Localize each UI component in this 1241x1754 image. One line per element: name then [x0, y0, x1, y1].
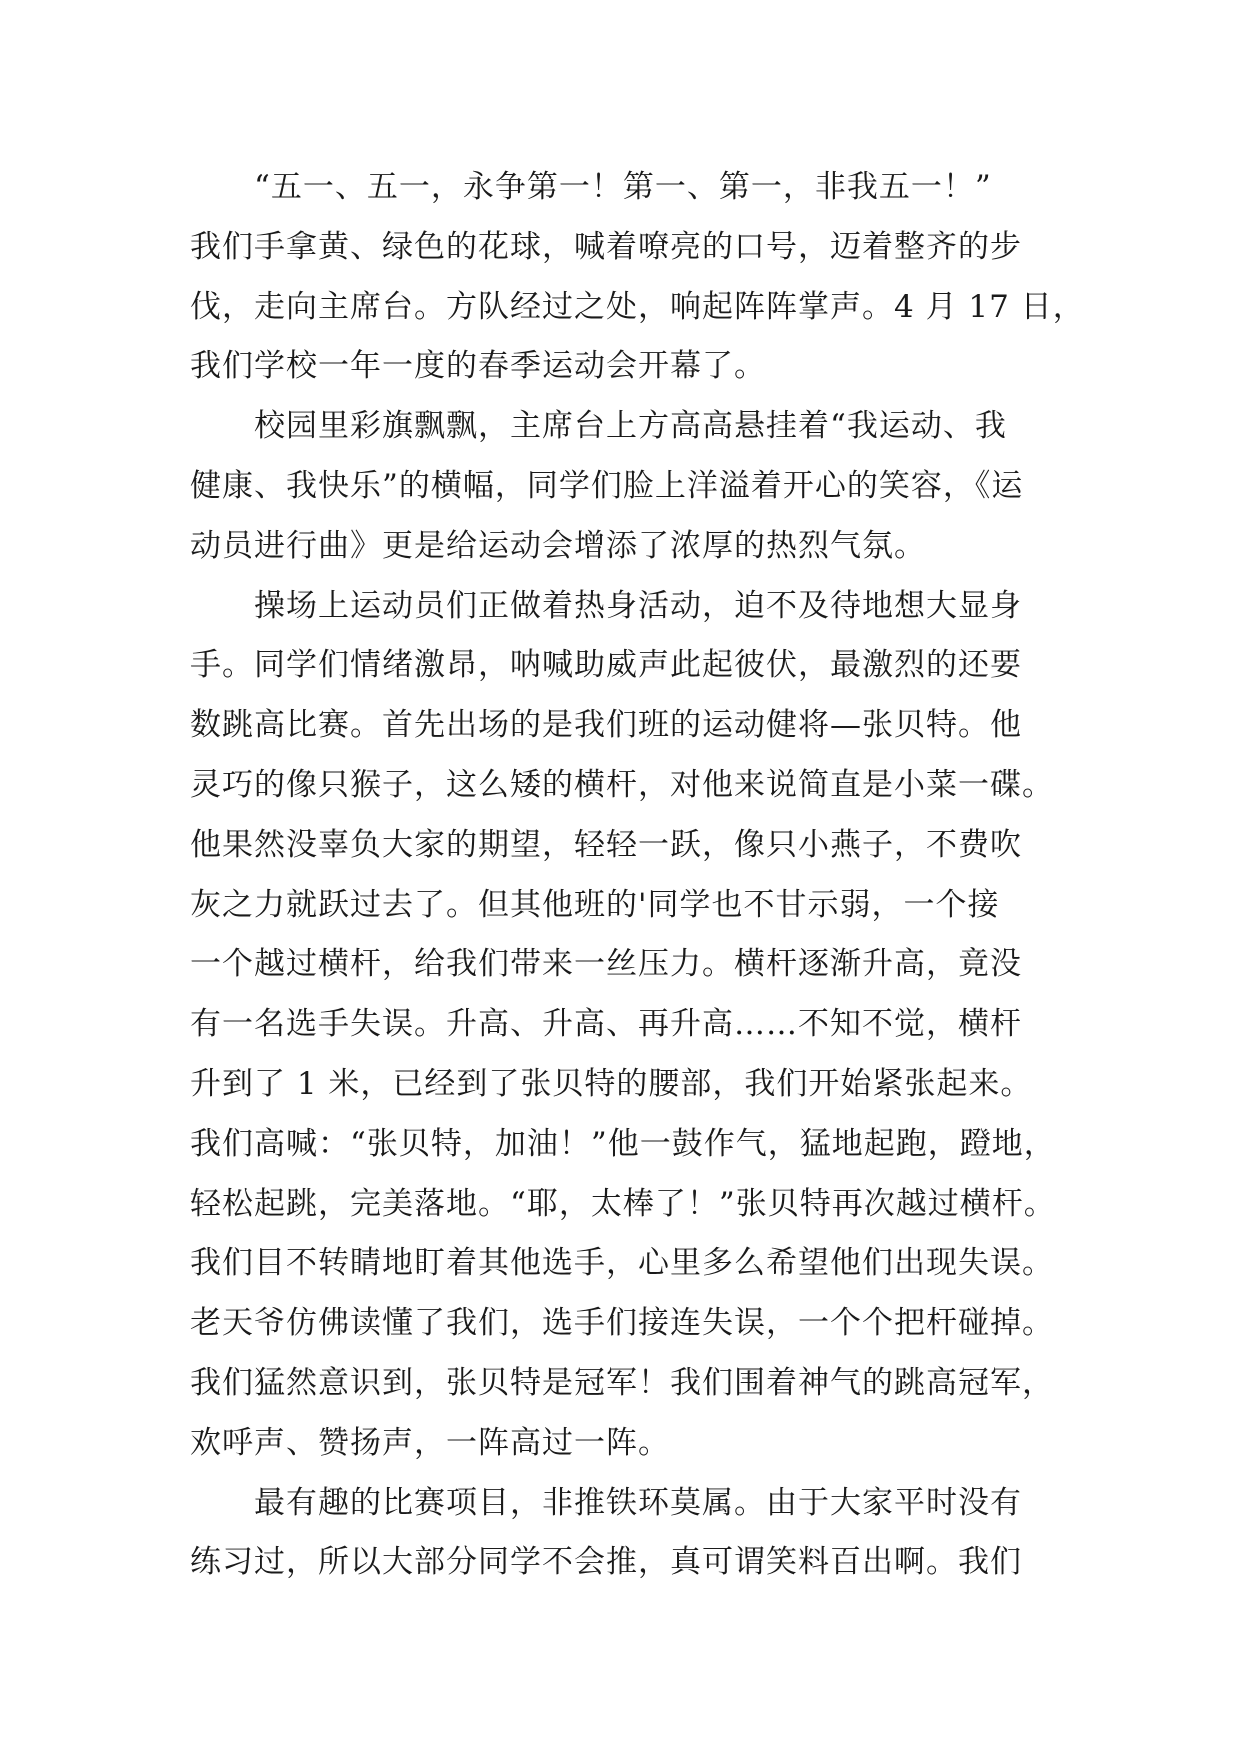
text-line: 手。同学们情绪激昂，呐喊助威声此起彼伏，最激烈的还要: [190, 647, 1022, 684]
text-line: 我们高喊：“张贝特，加油！”他一鼓作气，猛地起跑，蹬地，: [190, 1125, 1056, 1162]
text-line: 动员进行曲》更是给运动会增添了浓厚的热烈气氛。: [190, 527, 926, 564]
text-line: 升到了 1 米，已经到了张贝特的腰部，我们开始紧张起来。: [190, 1065, 1033, 1102]
essay-body: [190, 158, 1085, 1593]
text-line: 校园里彩旗飘飘，主席台上方高高悬挂着“我运动、我: [254, 408, 1007, 445]
text-line: 欢呼声、赞扬声，一阵高过一阵。: [190, 1424, 670, 1461]
text-line: 我们学校一年一度的春季运动会开幕了。: [190, 348, 766, 385]
text-line: 灰之力就跃过去了。但其他班的'同学也不甘示弱，一个接: [190, 886, 1000, 923]
text-line: 我们手拿黄、绿色的花球，喊着嘹亮的口号，迈着整齐的步: [190, 228, 1022, 265]
text-line: 有一名选手失误。升高、升高、再升高……不知不觉，横杆: [190, 1006, 1022, 1043]
text-line: 操场上运动员们正做着热身活动，迫不及待地想大显身: [254, 587, 1022, 624]
text-line: 数跳高比赛。首先出场的是我们班的运动健将—张贝特。他: [190, 707, 1022, 744]
text-line: 我们猛然意识到，张贝特是冠军！我们围着神气的跳高冠军，: [190, 1364, 1054, 1401]
text-line: 一个越过横杆，给我们带来一丝压力。横杆逐渐升高，竟没: [190, 946, 1022, 983]
text-line: 最有趣的比赛项目，非推铁环莫属。由于大家平时没有: [254, 1484, 1022, 1521]
text-line: “五一、五一，永争第一！第一、第一，非我五一！”: [254, 169, 992, 205]
text-line: 灵巧的像只猴子，这么矮的横杆，对他来说简直是小菜一碟。: [190, 766, 1054, 803]
text-line: 老天爷仿佛读懂了我们，选手们接连失误，一个个把杆碰掉。: [190, 1305, 1054, 1342]
text-line: 我们目不转睛地盯着其他选手，心里多么希望他们出现失误。: [190, 1245, 1054, 1282]
text-line: 伐，走向主席台。方队经过之处，响起阵阵掌声。4 月 17 日，: [190, 288, 1085, 325]
text-line: 健康、我快乐”的横幅，同学们脸上洋溢着开心的笑容，《运: [190, 467, 1024, 504]
text-line: 他果然没辜负大家的期望，轻轻一跃，像只小燕子，不费吹: [190, 826, 1022, 863]
text-line: 轻松起跳，完美落地。“耶，太棒了！”张贝特再次越过横杆。: [190, 1185, 1056, 1222]
text-line: 练习过，所以大部分同学不会推，真可谓笑料百出啊。我们: [190, 1544, 1022, 1581]
